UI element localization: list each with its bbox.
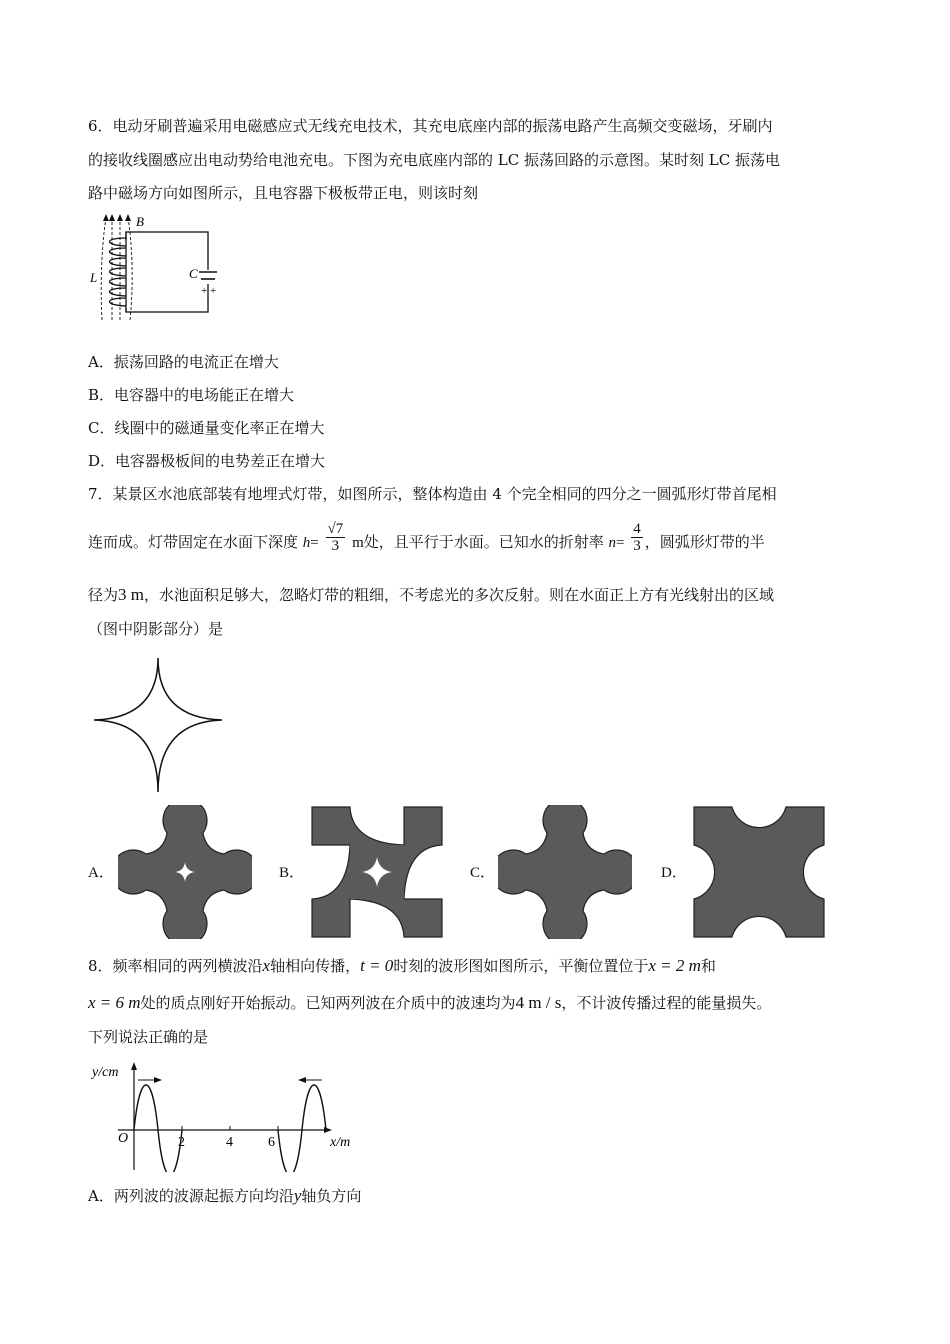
origin-label: O — [118, 1131, 129, 1146]
label-plus: + + — [201, 285, 217, 297]
x-axis-label: x/m — [330, 1135, 351, 1150]
arrow-up-icons — [103, 214, 131, 221]
q7-option-c-label[interactable]: C． — [470, 865, 496, 881]
q6-option-d[interactable]: D．电容器极板间的电势差正在增大 — [88, 452, 326, 470]
y-axis-label: y/cm — [92, 1065, 119, 1080]
left-wave — [134, 1085, 182, 1172]
q7-stem-line-3: 径为3 m，水池面积足够大，忽略灯带的粗细，不考虑光的多次反射。则在水面正上方有光线射出的区域 — [88, 585, 775, 604]
tick-2: 2 — [178, 1135, 185, 1150]
tick-6: 6 — [268, 1135, 275, 1150]
q6-stem-line-3: 路中磁场方向如图所示，且电容器下极板带正电，则该时刻 — [88, 184, 479, 202]
q7-option-d-label[interactable]: D． — [661, 865, 687, 881]
q7-option-b-label[interactable]: B． — [279, 865, 305, 881]
q8-stem-line-2: x = 6 m处的质点刚好开始振动。已知两列波在介质中的波速均为4 m / s，不计波传播过程的能量损失。 — [88, 993, 772, 1012]
q7-option-a-figure[interactable] — [118, 805, 252, 939]
q6-option-a[interactable]: A．振荡回路的电流正在增大 — [88, 353, 279, 371]
lamp-strip-figure — [92, 656, 224, 796]
q7-option-d-figure[interactable] — [692, 805, 826, 939]
q7-stem-line-4: （图中阴影部分）是 — [88, 620, 224, 638]
q7-option-c-figure[interactable] — [498, 805, 632, 939]
q6-stem-line-2: 的接收线圈感应出电动势给电池充电。下图为充电底座内部的 LC 振荡回路的示意图。某时刻 LC 振荡电 — [88, 151, 780, 169]
q7-stem-line-1: 7．某景区水池底部装有地埋式灯带，如图所示，整体构造由 4 个完全相同的四分之一圆弧形灯带首尾相 — [88, 485, 777, 503]
lc-circuit-diagram — [86, 212, 218, 324]
q6-option-b[interactable]: B．电容器中的电场能正在增大 — [88, 386, 295, 404]
arrow-left-icon — [298, 1077, 306, 1083]
q7-option-a-label[interactable]: A． — [88, 865, 114, 881]
label-C: C — [189, 266, 198, 281]
q7-stem-line-2: 连而成。灯带固定在水面下深度 h= $\frac{√7}{3}$ m处，且平行于水面。已知水的折射率 n= $\frac{4}{3}$ ，圆弧形灯带的半 — [88, 520, 765, 554]
tick-4: 4 — [226, 1135, 233, 1150]
q8-stem-line-1: 8．频率相同的两列横波沿x轴相向传播，t = 0时刻的波形图如图所示，平衡位置位于x = 2 m和 — [88, 956, 716, 975]
right-wave — [278, 1085, 326, 1172]
arrow-right-icon — [154, 1077, 162, 1083]
q8-stem-line-3: 下列说法正确的是 — [88, 1028, 209, 1046]
q6-stem-line-1: 6．电动牙刷普遍采用电磁感应式无线充电技术，其充电底座内部的振荡电路产生高频交变磁场，牙刷内 — [88, 117, 773, 135]
q7-option-b-figure[interactable] — [310, 805, 444, 939]
label-B: B — [136, 214, 144, 229]
wave-graph — [88, 1060, 368, 1172]
label-L: L — [90, 270, 98, 285]
q6-option-c[interactable]: C．线圈中的磁通量变化率正在增大 — [88, 419, 325, 437]
y-axis-arrow-icon — [131, 1062, 137, 1070]
q8-option-a[interactable]: A．两列波的波源起振方向均沿y轴负方向 — [88, 1186, 362, 1205]
